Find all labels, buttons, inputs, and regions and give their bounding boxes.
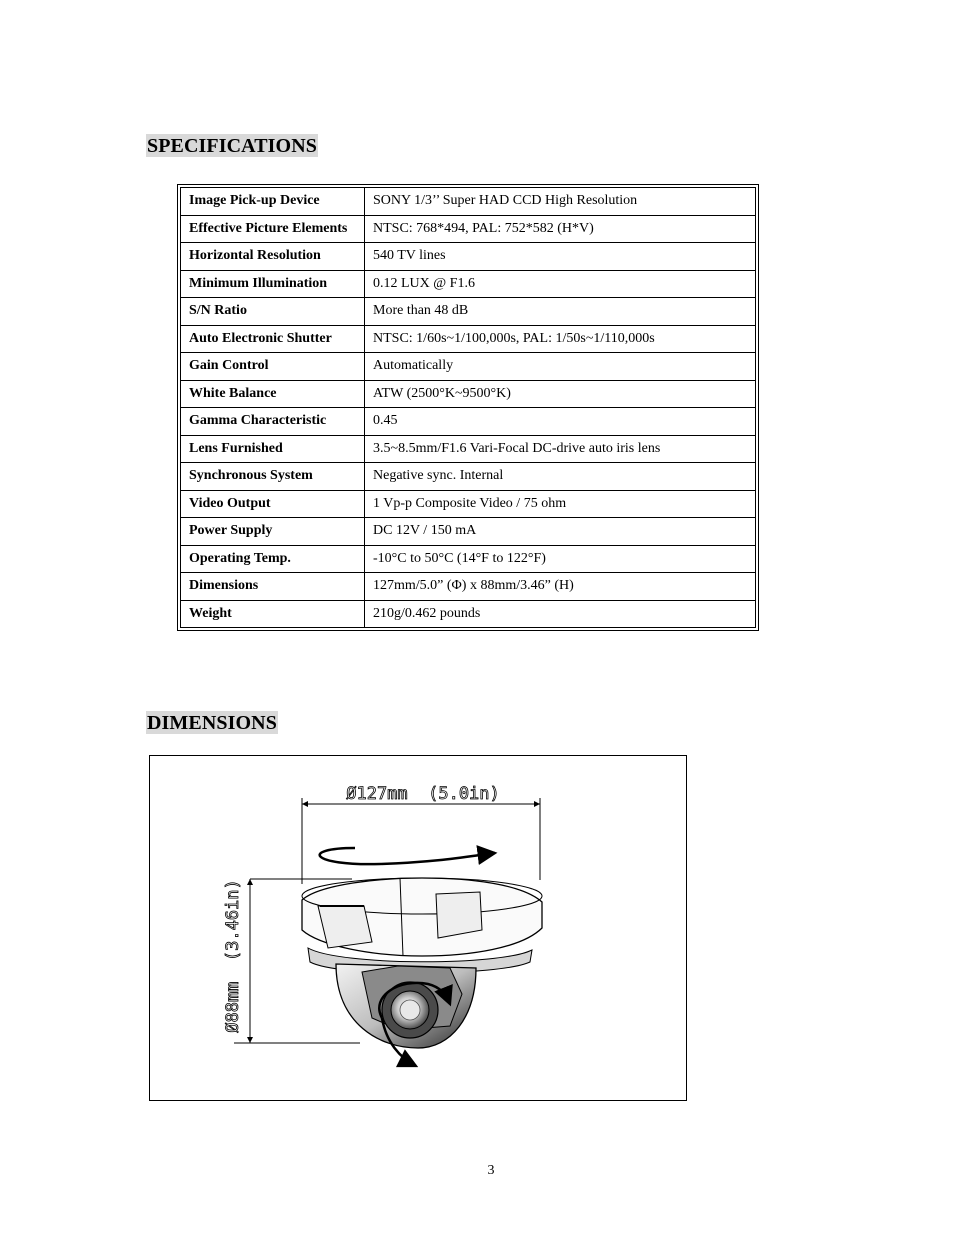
- specifications-heading: SPECIFICATIONS: [147, 135, 317, 157]
- spec-label: Lens Furnished: [181, 435, 365, 463]
- spec-label: Video Output: [181, 490, 365, 518]
- spec-row: [181, 215, 756, 243]
- spec-label: Horizontal Resolution: [181, 243, 365, 271]
- spec-label: Minimum Illumination: [181, 270, 365, 298]
- spec-value: 210g/0.462 pounds: [365, 600, 756, 628]
- spec-label: Power Supply: [181, 518, 365, 546]
- spec-label: Dimensions: [181, 573, 365, 601]
- spec-row: [181, 600, 756, 628]
- spec-row: [181, 490, 756, 518]
- spec-row: [181, 408, 756, 436]
- diameter-label: Ø127mm (5.0in): [346, 784, 500, 804]
- spec-row: [181, 545, 756, 573]
- specifications-table: [177, 184, 759, 631]
- spec-value: NTSC: 1/60s~1/100,000s, PAL: 1/50s~1/110,000s: [365, 325, 756, 353]
- spec-value: NTSC: 768*494, PAL: 752*582 (H*V): [365, 215, 756, 243]
- spec-row: [181, 435, 756, 463]
- spec-label: Gain Control: [181, 353, 365, 381]
- camera-dimension-drawing: [150, 756, 686, 1100]
- spec-row: [181, 270, 756, 298]
- spec-value: Negative sync. Internal: [365, 463, 756, 491]
- spec-row: [181, 353, 756, 381]
- spec-value: 540 TV lines: [365, 243, 756, 271]
- height-label: Ø88mm (3.46in): [223, 879, 243, 1033]
- pan-rotation-arrow: [320, 848, 495, 864]
- spec-value: Automatically: [365, 353, 756, 381]
- spec-row: [181, 243, 756, 271]
- spec-label: S/N Ratio: [181, 298, 365, 326]
- spec-value: DC 12V / 150 mA: [365, 518, 756, 546]
- spec-value: 0.45: [365, 408, 756, 436]
- spec-value: -10°C to 50°C (14°F to 122°F): [365, 545, 756, 573]
- page-number: 3: [487, 1163, 495, 1178]
- spec-value: More than 48 dB: [365, 298, 756, 326]
- spec-label: Weight: [181, 600, 365, 628]
- spec-label: Effective Picture Elements: [181, 215, 365, 243]
- dome-camera: [302, 878, 542, 1048]
- spec-row: [181, 380, 756, 408]
- spec-row: [181, 573, 756, 601]
- spec-label: Synchronous System: [181, 463, 365, 491]
- spec-row: [181, 463, 756, 491]
- spec-value: 1 Vp-p Composite Video / 75 ohm: [365, 490, 756, 518]
- spec-label: Operating Temp.: [181, 545, 365, 573]
- diameter-dimension: [302, 784, 540, 884]
- dimensions-heading: DIMENSIONS: [147, 712, 277, 734]
- spec-row: [181, 325, 756, 353]
- spec-row: [181, 188, 756, 216]
- spec-value: 3.5~8.5mm/F1.6 Vari-Focal DC-drive auto iris lens: [365, 435, 756, 463]
- spec-row: [181, 298, 756, 326]
- spec-row: [181, 518, 756, 546]
- spec-value: SONY 1/3’’ Super HAD CCD High Resolution: [365, 188, 756, 216]
- spec-label: Gamma Characteristic: [181, 408, 365, 436]
- dimensions-figure: [149, 755, 687, 1101]
- spec-label: Auto Electronic Shutter: [181, 325, 365, 353]
- spec-label: White Balance: [181, 380, 365, 408]
- spec-value: 0.12 LUX @ F1.6: [365, 270, 756, 298]
- spec-value: 127mm/5.0” (Φ) x 88mm/3.46” (H): [365, 573, 756, 601]
- spec-value: ATW (2500°K~9500°K): [365, 380, 756, 408]
- spec-label: Image Pick-up Device: [181, 188, 365, 216]
